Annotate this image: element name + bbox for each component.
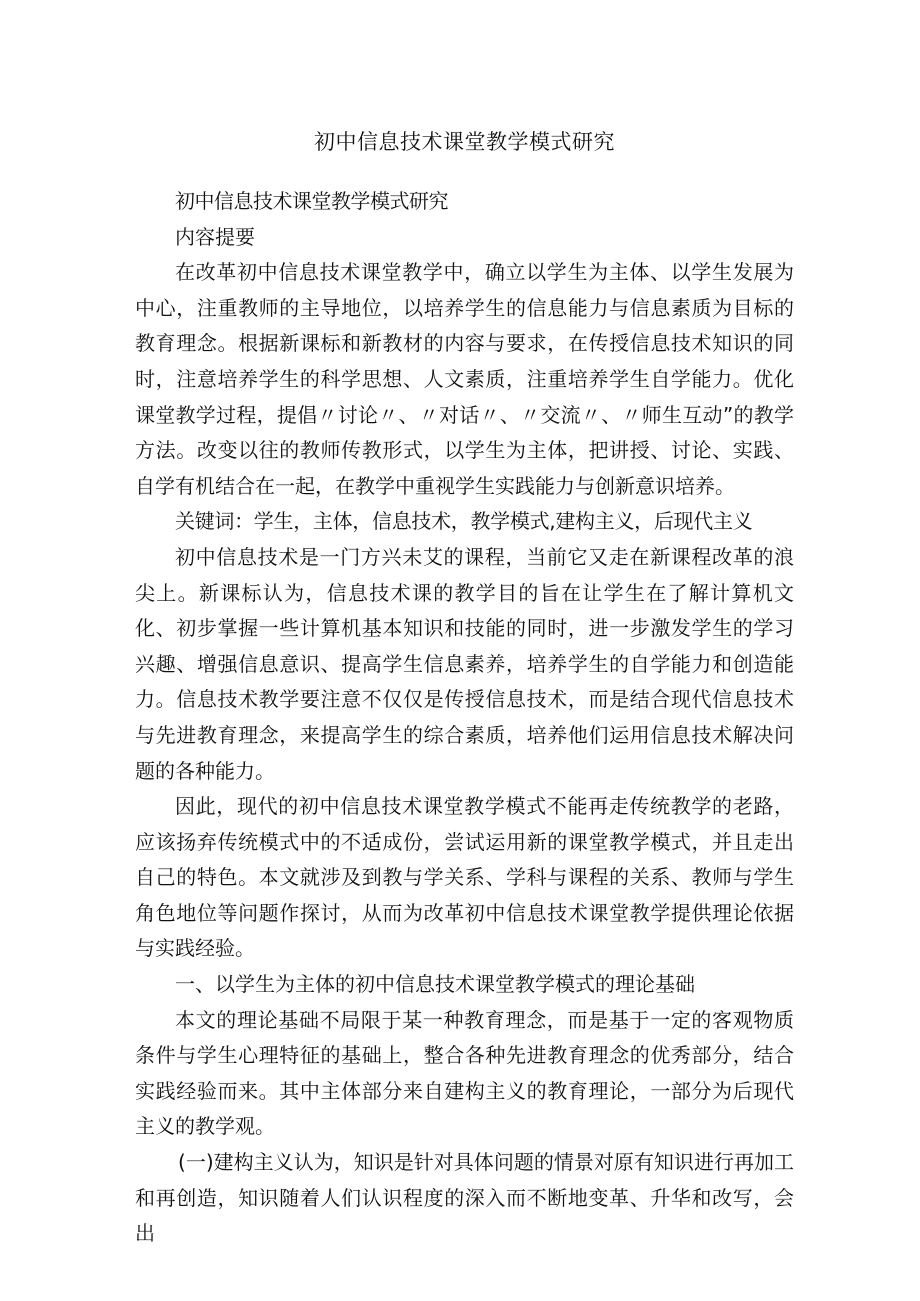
body-paragraph: 因此，现代的初中信息技术课堂教学模式不能再走传统教学的老路，应该扬弃传统模式中的不适成份，尝试运用新的课堂教学模式，并且走出自己的特色。本文就涉及到教与学关系、学科与课程的关系、教师与学生角色地位等问题作探讨，从而为改革初中信息技术课堂教学提供理论依据与实践经验。 xyxy=(135,794,794,961)
body-paragraph: 初中信息技术是一门方兴未艾的课程，当前它又走在新课程改革的浪尖上。新课标认为，信息技术课的教学目的旨在让学生在了解计算机文化、初步掌握一些计算机基本知识和技能的同时，进一步激发学生的学习兴趣、增强信息意识、提高学生信息素养，培养学生的自学能力和创造能力。信息技术教学要注意不仅仅是传授信息技术，而是结合现代信息技术与先进教育理念，来提高学生的综合素质，培养他们运用信息技术解决问题的各种能力。 xyxy=(135,544,794,783)
abstract-paragraph: 在改革初中信息技术课堂教学中，确立以学生为主体、以学生发展为中心，注重教师的主导地位，以培养学生的信息能力与信息素质为目标的教育理念。根据新课标和新教材的内容与要求，在传授信息技术知识的同时，注意培养学生的科学思想、人文素质，注重培养学生自学能力。优化课堂教学过程，提倡〃讨论〃、〃对话〃、〃交流〃、〃师生互动”的教学方法。改变以往的教师传教形式，以学生为主体，把讲授、讨论、实践、自学有机结合在一起，在教学中重视学生实践能力与创新意识培养。 xyxy=(135,260,794,498)
keywords-paragraph: 关键词：学生，主体，信息技术，教学模式,建构主义，后现代主义 xyxy=(175,509,753,534)
abstract-heading: 内容提要 xyxy=(175,224,255,249)
subtitle-paragraph: 初中信息技术课堂教学模式研究 xyxy=(175,189,448,213)
section-heading: 一、以学生为主体的初中信息技术课堂教学模式的理论基础 xyxy=(175,972,695,997)
body-paragraph: 本文的理论基础不局限于某一种教育理念，而是基于一定的客观物质条件与学生心理特征的基础上，整合各种先进教育理念的优秀部分，结合实践经验而来。其中主体部分来自建构主义的教育理论，一部分为后现代主义的教学观。 xyxy=(135,1007,794,1139)
body-paragraph: (一)建构主义认为，知识是针对具体问题的情景对原有知识进行再加工和再创造，知识随着人们认识程度的深入而不断地变革、升华和改写，会出 xyxy=(135,1150,794,1246)
document-title: 初中信息技术课堂教学模式研究 xyxy=(314,130,615,154)
